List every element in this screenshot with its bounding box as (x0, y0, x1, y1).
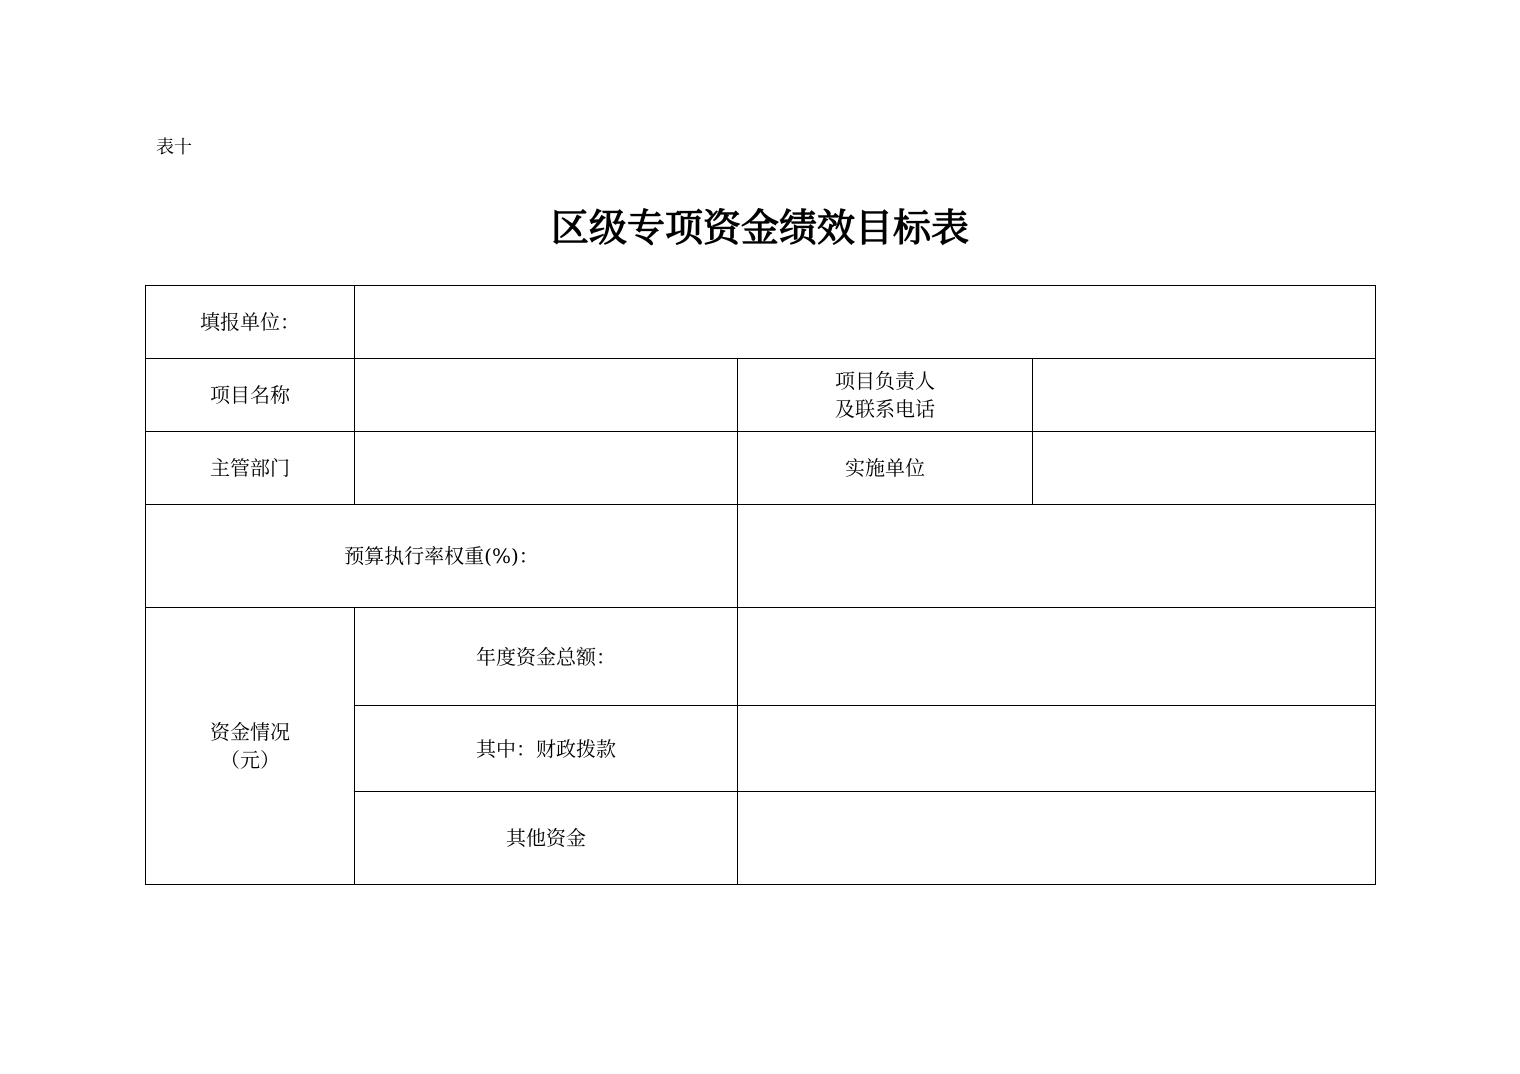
project-name-field[interactable] (355, 359, 738, 432)
project-lead-field[interactable] (1033, 359, 1376, 432)
table-number-label: 表十 (156, 137, 192, 158)
annual-total-field[interactable] (738, 608, 1376, 706)
project-lead-label (738, 359, 1033, 432)
implementing-unit-label: 实施单位 (738, 432, 1033, 505)
reporting-unit-label: 填报单位： (146, 286, 355, 359)
project-lead-label-line1: 项目负责人 (835, 369, 935, 393)
supervising-dept-label: 主管部门 (146, 432, 355, 505)
table-row (146, 505, 1376, 608)
reporting-unit-field[interactable] (355, 286, 1376, 359)
funding-label-line1: 资金情况 (210, 720, 290, 744)
implementing-unit-field[interactable] (1033, 432, 1376, 505)
budget-execution-weight-field[interactable] (738, 505, 1376, 608)
table-row (146, 608, 1376, 706)
table-row (146, 286, 1376, 359)
other-funds-field[interactable] (738, 792, 1376, 885)
funding-label-line2: （元） (220, 748, 280, 772)
budget-execution-weight-label: 预算执行率权重(%)： (146, 505, 738, 608)
supervising-dept-field[interactable] (355, 432, 738, 505)
funding-label (146, 608, 355, 885)
performance-target-table (145, 285, 1376, 885)
table-row (146, 432, 1376, 505)
project-name-label: 项目名称 (146, 359, 355, 432)
fiscal-allocation-label: 其中：财政拨款 (355, 706, 738, 792)
fiscal-allocation-field[interactable] (738, 706, 1376, 792)
table-row (146, 359, 1376, 432)
annual-total-label: 年度资金总额： (355, 608, 738, 706)
other-funds-label: 其他资金 (355, 792, 738, 885)
page-title: 区级专项资金绩效目标表 (550, 206, 969, 250)
project-lead-label-line2: 及联系电话 (835, 397, 935, 421)
